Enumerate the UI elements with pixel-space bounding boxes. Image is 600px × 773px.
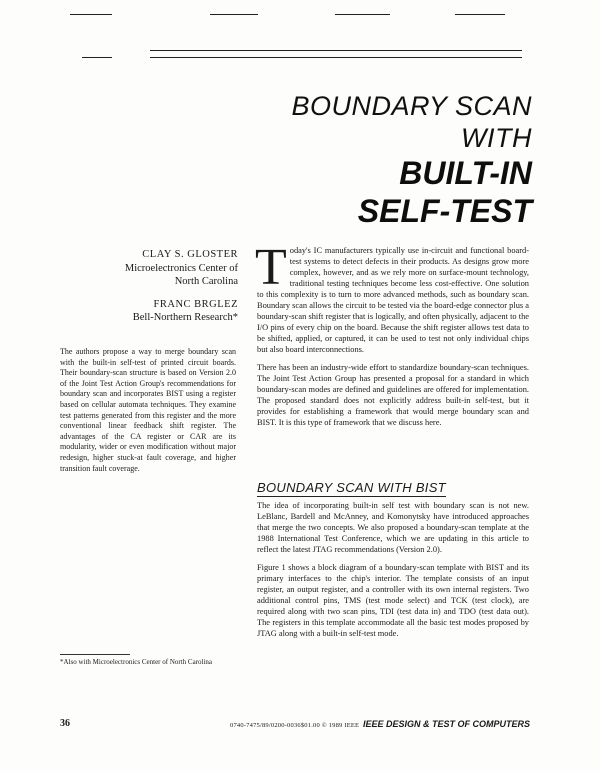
title-line-1: BOUNDARY SCAN [291, 91, 532, 121]
section-body [257, 500, 529, 646]
drop-cap: T [255, 239, 287, 296]
body-paragraph: Figure 1 shows a block diagram of a boundary-scan template with BIST and its primary interfaces to the chip's interior. The template consists of an input register, an output register, and a controller with its own internal registers. Two additional control pins, TMS (test mode select) and TCK (test clock), are required along with two scan pins, TDI (test data in) and TDO (test data out). The registers in this template accommodate all the basic test modes proposed by JTAG along with a built-in self-test mode. [257, 563, 529, 638]
journal-name: IEEE DESIGN & TEST OF COMPUTERS [362, 719, 530, 729]
header-rule-right-top [335, 14, 390, 15]
footnote-rule [60, 654, 130, 655]
issn-line: 0740-7475/89/0200-0036$01.00 © 1989 IEEE [230, 722, 360, 729]
body-paragraph: There has been an industry-wide effort to standardize boundary-scan techniques. The Joint Test Action Group has presented a proposal for a standard in which boundary-scan modes are defined and guidelines are offered for implementation. The proposed standard does not explicitly address built-in self-test, but it provides for establishing a framework that would merge boundary scan and BIST. It is this type of framework that we discuss here. [257, 363, 529, 427]
title-line-3: BUILT-IN [399, 155, 532, 191]
header-rule-left-top [70, 14, 112, 15]
author-name: FRANC BRGLEZ [153, 298, 238, 310]
title-line-4: SELF-TEST [357, 193, 532, 229]
author-affiliation: Bell-Northern Research* [132, 312, 238, 323]
author-affiliation: North Carolina [174, 276, 238, 287]
article-title [291, 90, 532, 230]
section-heading: BOUNDARY SCAN WITH BIST [257, 480, 446, 495]
abstract: The authors propose a way to merge boundary scan with the built-in self-test of printed circuit boards. Their boundary-scan structure is based on Version 2.0 of the Joint Test Action Group's recommendations for boundary scan and incorporates BIST using a register based on cellular automata techniques. They examine test patterns generated from this register and the more conventional linear feedback shift register. The advantages of the CA register or CAR are its modularity, wider or even modification without major redesign, higher stuck-at fault coverage, and higher transition fault coverage. [60, 347, 236, 473]
header-rule-long-2 [150, 57, 522, 58]
header-rule-long-1 [150, 50, 522, 51]
body-paragraph: The idea of incorporating built-in self test with boundary scan is not new. LeBlanc, Bardell and McAnney, and Komonytsky have introduced approaches that merge the two concepts. We also proposed a boundary-scan template at the 1988 International Test Conference, which we are updating in this article to reflect the latest JTAG recommendations (Version 2.0). [257, 501, 529, 554]
author-affiliation: Microelectronics Center of [124, 262, 238, 274]
body-paragraph: Today's IC manufacturers typically use in-circuit and functional board-test systems to detect defects in their products. As designs grow more complex, however, and as we rely more on surface-mount technology, traditional testing techniques become less cost-effective. One solution to this complexity is to turn to more advanced methods, such as boundary scan. Boundary scan allows the circuit to be tested via the board-edge connector plus a boundary-scan shift register that is logically, and often physically, adjacent to the I/O pins of every chip on the board. Because the shift register allows test data to be shifted, applied, or captured, it can be used to test not only individual chips but also board interconnections. [255, 239, 529, 354]
header-rule-short [82, 57, 112, 58]
header-rule-mid-top [210, 14, 258, 15]
author-name: CLAY S. GLOSTER [142, 249, 238, 260]
header-rule-far-right-top [455, 14, 505, 15]
footnote: *Also with Microelectronics Center of North Carolina [60, 658, 213, 666]
title-line-2: WITH [461, 123, 532, 153]
author-list [60, 248, 238, 325]
body-intro [255, 239, 529, 435]
page-number: 36 [60, 718, 70, 729]
